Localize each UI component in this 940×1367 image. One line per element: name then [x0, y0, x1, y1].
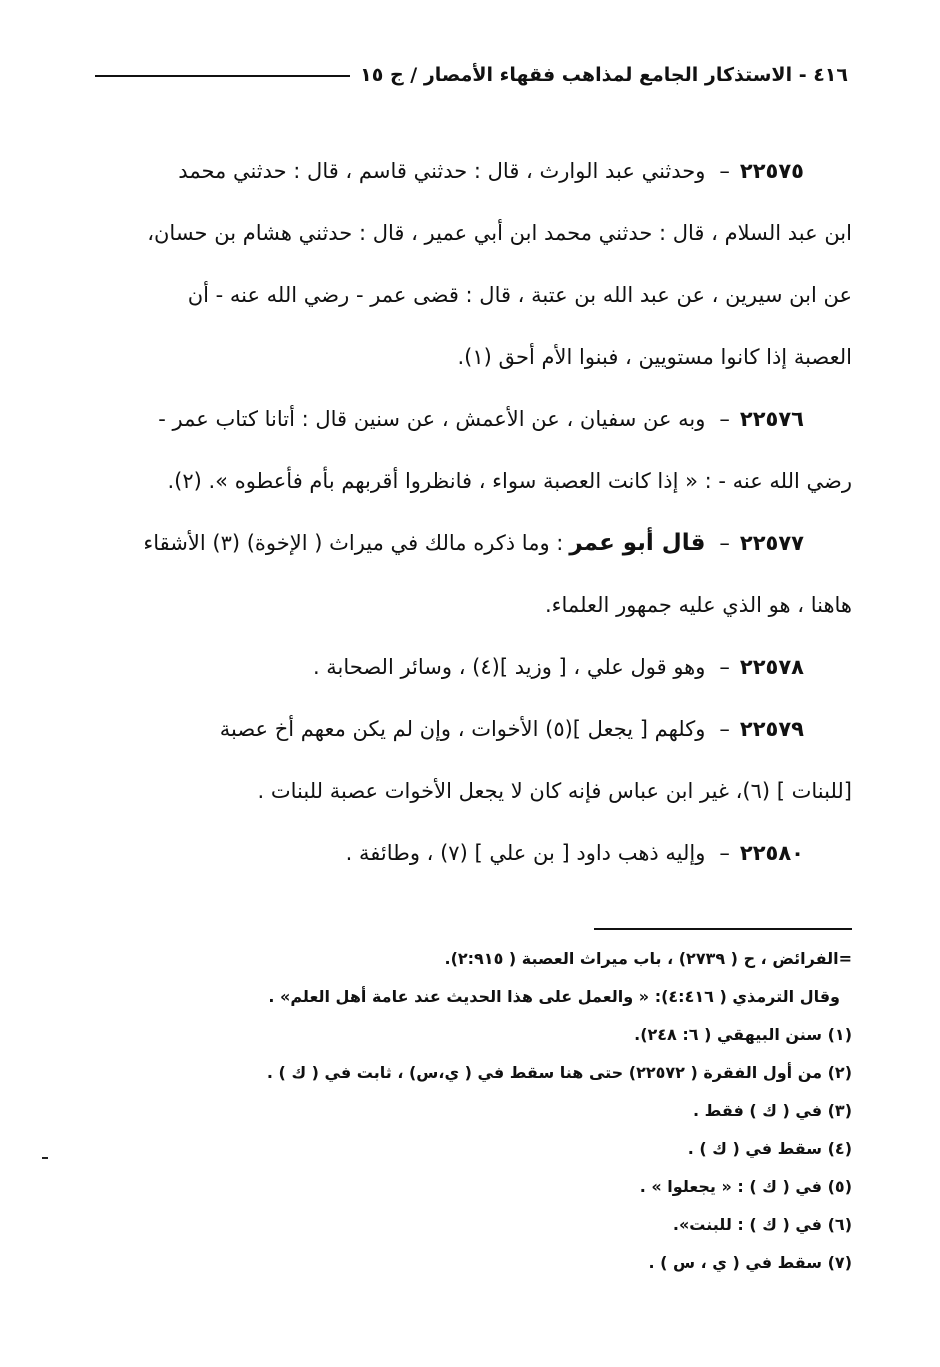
- paragraph-text: ابن عبد السلام ، قال : حدثني محمد ابن أبي عمير ، قال : حدثني هشام بن حسان،: [147, 220, 852, 245]
- dash: –: [719, 716, 730, 741]
- paragraph-line: [88, 822, 852, 884]
- header-rule: [95, 75, 350, 77]
- footnote: (٥) في ( ك ) : « يجعلوا » .: [639, 1177, 852, 1196]
- paragraph-text: [للبنات ] (٦)، غير ابن عباس فإنه كان لا يجعل الأخوات عصبة للبنات .: [257, 778, 852, 803]
- footnote: =الفرائض ، ح ( ٢٧٣٩) ، باب ميراث العصبة ( ٢:٩١٥).: [444, 949, 852, 968]
- paragraph-line: [88, 512, 852, 574]
- paragraph-text: وإليه ذهب داود [ بن علي ] (٧) ، وطائفة .: [345, 840, 706, 865]
- paragraph-line: [88, 326, 852, 388]
- paragraph-text: : وما ذكره مالك في ميراث ( الإخوة) (٣) الأشقاء: [143, 530, 564, 555]
- paragraph-text: وهو قول علي ، [ وزيد ](٤) ، وسائر الصحابة .: [312, 654, 706, 679]
- dash: –: [719, 654, 730, 679]
- paragraph-text: وحدثني عبد الوارث ، قال : حدثني قاسم ، قال : حدثني محمد: [178, 158, 706, 183]
- margin-mark: [42, 1157, 48, 1159]
- footnote: (١) سنن البيهقي ( ٦: ٢٤٨).: [634, 1025, 852, 1044]
- bold-lead: قال أبو عمر: [569, 529, 706, 556]
- paragraph-line: [88, 636, 852, 698]
- paragraph-number: ٢٢٥٧٨: [739, 654, 804, 679]
- paragraph-line: [88, 140, 852, 202]
- dash: –: [719, 406, 730, 431]
- footnotes: [88, 940, 852, 1282]
- paragraph-number: ٢٢٥٧٥: [739, 158, 804, 183]
- paragraph-text: رضي الله عنه - : « إذا كانت العصبة سواء ، فانظروا أقربهم بأم فأعطوه ». (٢).: [167, 468, 852, 493]
- paragraph-text: عن ابن سيرين ، عن عبد الله بن عتبة ، قال : قضى عمر - رضي الله عنه - أن: [187, 282, 852, 307]
- footnote: وقال الترمذي ( ٤:٤١٦): « والعمل على هذا الحديث عند عامة أهل العلم» .: [268, 987, 840, 1006]
- paragraph-number: ٢٢٥٧٧: [739, 530, 804, 555]
- footnote-separator: [594, 928, 852, 930]
- main-text: [88, 140, 852, 884]
- paragraph-number: ٢٢٥٧٦: [739, 406, 804, 431]
- paragraph-line: [88, 202, 852, 264]
- running-header: [95, 58, 848, 92]
- paragraph-line: [88, 388, 852, 450]
- paragraph-line: [88, 760, 852, 822]
- footnote: (٦) في ( ك ) : للبنت».: [672, 1215, 852, 1234]
- paragraph-line: [88, 264, 852, 326]
- footnote: (٣) في ( ك ) فقط .: [693, 1101, 852, 1120]
- page-title: ٤١٦ - الاستذكار الجامع لمذاهب فقهاء الأمصار / ج ١٥: [360, 64, 848, 86]
- footnote: (٧) سقط في ( ي ، س ) .: [648, 1253, 852, 1272]
- dash: –: [719, 530, 730, 555]
- dash: –: [719, 840, 730, 865]
- paragraph-text: وبه عن سفيان ، عن الأعمش ، عن سنين قال : أتانا كتاب عمر -: [158, 406, 706, 431]
- paragraph-number: ٢٢٥٧٩: [739, 716, 804, 741]
- paragraph-number: ٢٢٥٨٠: [739, 840, 804, 865]
- paragraph-text: هاهنا ، هو الذي عليه جمهور العلماء.: [544, 592, 852, 617]
- footnote: (٢) من أول الفقرة ( ٢٢٥٧٢) حتى هنا سقط في ( ي،س) ، ثابت في ( ك ) .: [266, 1063, 852, 1082]
- paragraph-line: [88, 450, 852, 512]
- dash: –: [719, 158, 730, 183]
- footnote: (٤) سقط في ( ك ) .: [687, 1139, 852, 1158]
- paragraph-text: وكلهم [ يجعل ](٥) الأخوات ، وإن لم يكن معهم أخ عصبة: [219, 716, 706, 741]
- paragraph-line: [88, 698, 852, 760]
- paragraph-text: العصبة إذا كانوا مستويين ، فبنوا الأم أحق (١).: [457, 344, 852, 369]
- paragraph-line: [88, 574, 852, 636]
